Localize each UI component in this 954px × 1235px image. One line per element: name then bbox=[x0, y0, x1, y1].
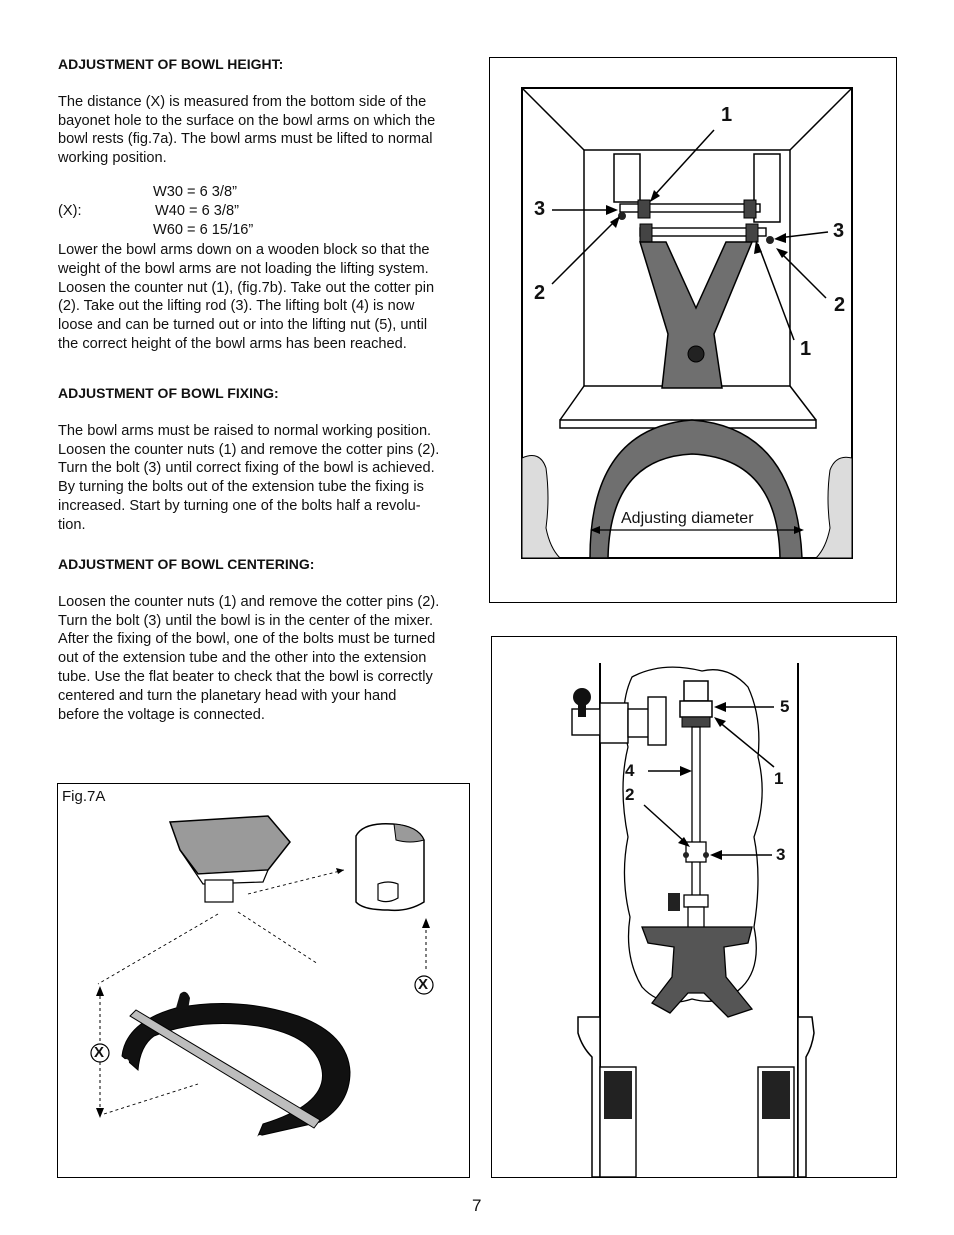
para-centering: Loosen the counter nuts (1) and remove the cotter pins (2). Turn the bolt (3) until the bowl is in the center of the mixer. After the fixing of the bowl, one of the bolts must be turned out of the extension tube and the other into the extension tube. Use the flat beater to check that the bowl is correctly centered and turn the planetary head with your hand before the voltage is connected. bbox=[58, 593, 440, 723]
x-marker-left: X bbox=[94, 1044, 105, 1061]
para-height-1: The distance (X) is measured from the bottom side of the bayonet hole to the surface on the bowl arms on which the bowl rests (fig.7a). The bowl arms must be lifted to normal working position. bbox=[58, 93, 436, 167]
figure-7c bbox=[491, 636, 897, 1178]
figure-7a-title: Fig.7A bbox=[62, 788, 106, 805]
callout-1-bottom: 1 bbox=[800, 338, 812, 360]
figure-7b bbox=[489, 57, 897, 603]
value-w60: W60 = 6 15/16” bbox=[153, 222, 254, 238]
heading-bowl-centering: ADJUSTMENT OF BOWL CENTERING: bbox=[58, 556, 315, 572]
callout-2-left: 2 bbox=[534, 282, 546, 304]
text-column-4 bbox=[58, 555, 473, 724]
text-column-3 bbox=[58, 384, 473, 535]
callout-4: 4 bbox=[625, 761, 635, 780]
x-marker-right: X bbox=[418, 976, 429, 993]
figure-7c-drawing bbox=[492, 637, 896, 1177]
callout-1: 1 bbox=[774, 769, 784, 788]
callout-1-top: 1 bbox=[721, 104, 733, 126]
value-w30: W30 = 6 3/8” bbox=[153, 184, 237, 200]
figure-7a bbox=[57, 783, 470, 1178]
adjusting-diameter-label: Adjusting diameter bbox=[621, 510, 754, 527]
value-w40: W40 = 6 3/8” bbox=[155, 203, 239, 219]
heading-bowl-fixing: ADJUSTMENT OF BOWL FIXING: bbox=[58, 385, 279, 401]
heading-bowl-height: ADJUSTMENT OF BOWL HEIGHT: bbox=[58, 56, 284, 72]
text-column bbox=[58, 55, 473, 168]
para-height-2: Lower the bowl arms down on a wooden block so that the weight of the bowl arms are not loading the lifting system. Loosen the counter nut (1), (fig.7b). Take out the cotter pin (2). Take out the lifting rod (3). The lifting bolt (4) is now loose and can be turned out or into the lifting nut (5), until the correct height of the bowl arms has been reached. bbox=[58, 242, 435, 352]
callout-3: 3 bbox=[776, 845, 786, 864]
text-column-2 bbox=[58, 241, 473, 354]
figure-7a-drawing bbox=[58, 784, 469, 1177]
callout-2: 2 bbox=[625, 785, 635, 804]
page-number: 7 bbox=[472, 1196, 482, 1215]
callout-5: 5 bbox=[780, 697, 790, 716]
callout-2-right: 2 bbox=[834, 294, 846, 316]
callout-3-right: 3 bbox=[833, 220, 845, 242]
para-fixing: The bowl arms must be raised to normal working position. Loosen the counter nuts (1) and remove the cotter pins (2). Turn the bolt (3) until correct fixing of the bowl is achieved. By turning the bolts out of the extension tube the fixing is increased. Start by turning one of the bolts half a revolu- tion. bbox=[58, 422, 440, 533]
x-label: (X): bbox=[58, 203, 82, 219]
callout-3-left: 3 bbox=[534, 198, 546, 220]
